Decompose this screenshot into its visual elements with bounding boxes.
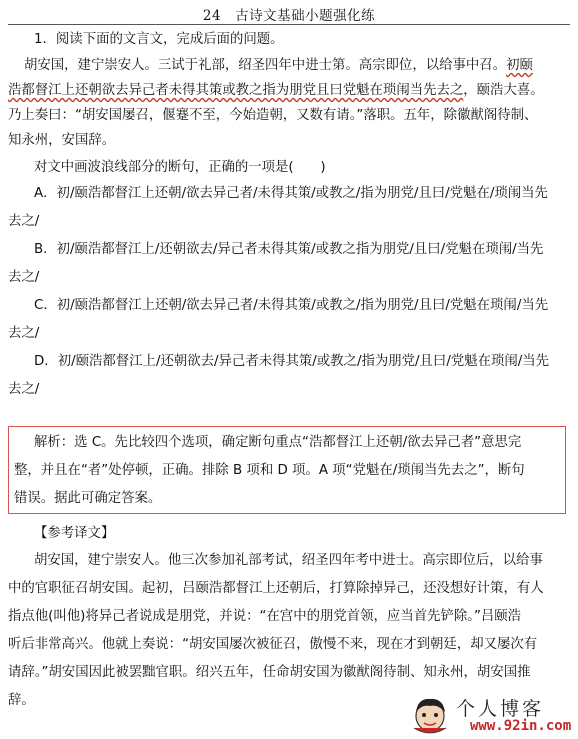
- wavy-underlined-text: 初颐: [506, 58, 533, 73]
- watermark-url: www.92in.com: [470, 718, 572, 734]
- passage-line-2: 浩都督江上还朝欲去异己者未得其策或教之指为朋党且曰党魁在琐闱当先去之，颐浩大喜。: [8, 83, 544, 98]
- option-c-line-1: C．初/颐浩都督江上还朝/欲去异己者/未得其策/或教之/指为朋党/且曰/党魁在琐闱/当先: [34, 298, 549, 313]
- option-d-line-1: D．初/颐浩都督江上/还朝欲去/异己者未得其策/或教之/指为朋党/且曰/党魁在琐闱/当先: [34, 354, 550, 369]
- page-title: 24 古诗文基础小题强化练: [202, 8, 376, 24]
- passage-line-3: 乃上奏曰：“胡安国屡召，偃蹇不至，今始造朝，又数有请。”落职。五年，除徽猷阁待制、: [8, 108, 538, 123]
- translation-line-5: 请辞。”胡安国因此被罢黜官职。绍兴五年，任命胡安国为徽猷阁待制、知永州，胡安国推: [8, 665, 531, 680]
- option-a-line-1: A．初/颐浩都督江上还朝/欲去异己者/未得其策/或教之/指为朋党/且曰/党魁在/琐闱当先: [34, 186, 548, 201]
- answer-line-3: 错误。据此可确定答案。: [14, 491, 162, 506]
- translation-line-6: 辞。: [8, 693, 35, 708]
- watermark-text: 个人博客: [456, 698, 545, 720]
- translation-line-4: 听后非常高兴。他就上奏说：“胡安国屡次被征召，傲慢不来，现在才到朝廷，却又屡次有: [8, 637, 538, 652]
- translation-heading: 【参考译文】: [34, 526, 115, 541]
- option-c-line-2: 去之/: [8, 326, 40, 341]
- passage-line-4: 知永州，安国辞。: [8, 133, 116, 148]
- option-b-line-1: B．初/颐浩都督江上/还朝欲去/异己者未得其策/或教之指为朋党/且曰/党魁在琐闱/当先: [34, 242, 544, 257]
- question-number: 1．阅读下面的文言文，完成后面的问题。: [34, 32, 284, 47]
- question-prompt: 对文中画波浪线部分的断句，正确的一项是( ): [34, 160, 326, 175]
- site-watermark: [410, 692, 574, 736]
- option-b-line-2: 去之/: [8, 270, 40, 285]
- cartoon-face-icon: [410, 694, 450, 734]
- translation-line-2: 中的官职征召胡安国。起初，吕颐浩都督江上还朝后，打算除掉异己，还没想好计策，有人: [8, 581, 544, 596]
- wavy-underlined-text: 浩都督江上还朝欲去异己者未得其策或教之指为朋党且曰党魁在琐闱当先去之: [8, 83, 464, 98]
- translation-line-3: 指点他(叫他)将异己者说成是朋党，并说：“在宫中的朋党首领，应当首先铲除。”吕颐浩: [8, 609, 522, 624]
- title-divider: [8, 24, 570, 25]
- translation-line-1: 胡安国，建宁崇安人。他三次参加礼部考试，绍圣四年考中进士。高宗即位后，以给事: [34, 553, 543, 568]
- answer-line-1: 解析：选 C。先比较四个选项，确定断句重点“浩都督江上还朝/欲去异己者”意思完: [34, 435, 522, 450]
- option-a-line-2: 去之/: [8, 214, 40, 229]
- answer-line-2: 整，并且在“者”处停顿，正确。排除 B 项和 D 项。A 项“党魁在/琐闱当先去之”，断句: [14, 463, 525, 478]
- option-d-line-2: 去之/: [8, 382, 40, 397]
- passage-line-1: 胡安国，建宁崇安人。三试于礼部，绍圣四年中进士第。高宗即位，以给事中召。初颐: [24, 58, 533, 73]
